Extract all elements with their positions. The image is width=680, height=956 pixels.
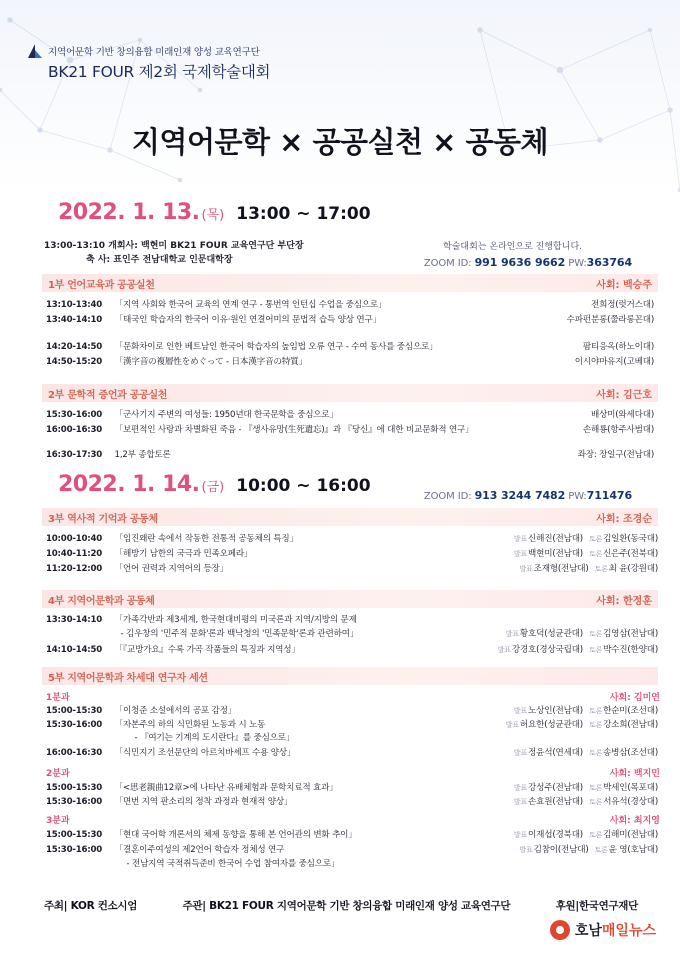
- news-logo-icon: [550, 920, 570, 940]
- session-row: 14:10-14:50 「『교방가요』수록 가곡 작품들의 특징과 지역성」 발표강경호(경상국립대) 토론박수진(한양대): [46, 645, 658, 655]
- host: 주최| KOR 컨소시엄: [44, 900, 138, 912]
- group-2-label: 2분과: [46, 769, 70, 779]
- day2-zoom: ZOOM ID: 913 3244 7482 PW:711476: [423, 489, 632, 502]
- section-3-header: 3부 역사적 기억과 공동체 사회: 조경순: [42, 508, 658, 526]
- day1-time: 13:00 ~ 17:00: [236, 204, 371, 224]
- org-header: [28, 44, 260, 58]
- session-row: 14:20-14:50 「문화차이로 인한 베트남인 한국어 학습자의 높임법 오류 연구 - 수여 동사를 중심으로」 팜티응옥(하노이대): [46, 342, 654, 352]
- session-row: 11:20-12:00 「언어 권력과 지역어의 등장」 발표조재형(전남대) 토론최 윤(강원대): [46, 564, 658, 574]
- session-row: 13:10-13:40 「지역 사회와 한국어 교육의 연계 연구 - 통번역 인턴십 수업을 중심으로」 전희정(럿거스대): [46, 300, 654, 310]
- session-row: 16:30-17:30 1,2부 종합토론 좌장: 장일구(전남대): [46, 450, 654, 460]
- footer: [0, 898, 680, 913]
- online-note: 학술대회는 온라인으로 진행합니다.: [443, 242, 582, 252]
- session-row-continued: - 김우창의 '민주적 문화'론과 백낙청의 '민족문학'론과 관련하여」 발표황호덕(성균관대) 토론김영삼(전남대): [120, 629, 658, 639]
- session-row: 16:00-16:30 「보편적인 사랑과 차별화된 죽음 - 『생사유망(生死遺忘)』과 『당신』에 대한 비교문화적 연구」 손해룡(항주사범대): [46, 425, 654, 435]
- day2-date: 2022. 1. 14.: [58, 472, 200, 497]
- event-name: BK21 FOUR 제2회 국제학술대회: [48, 63, 271, 81]
- session-row: 15:00-15:30 「<思老親曲12章>에 나타난 유배체험과 문학치료적 효과」 발표강성주(전남대) 토론박세인(목포대): [46, 783, 658, 793]
- sponsor: 후원|한국연구재단: [555, 900, 638, 912]
- session-row: 15:30-16:00 「군사기지 주변의 여성들: 1950년대 한국문학을 중심으로」 배상미(와세다대): [46, 410, 654, 420]
- opening-block: [44, 239, 304, 267]
- session-row: 15:30-16:00 「자본주의 하의 식민화된 노동과 시 노동 발표허요한(성균관대) 토론강소희(전남대): [46, 720, 658, 730]
- group-2-moderator: 사회: 백지민: [609, 769, 660, 779]
- session-row: 15:30-16:00 「결혼이주여성의 제2언어 학습자 정체성 연구 발표김참이(전남대) 토론윤 영(호남대): [46, 845, 658, 855]
- day1-zoom: ZOOM ID: 991 9636 9662 PW:363764: [423, 256, 632, 269]
- network-decoration-right: [420, 0, 680, 200]
- opening-line: 13:00-13:10 개회사: 백현미 BK21 FOUR 교육연구단 부단장: [44, 241, 304, 251]
- day2-date-row: [58, 472, 371, 497]
- section-1-header: 1부 언어교육과 공공실천 사회: 백승주: [42, 274, 658, 292]
- day1-weekday: (목): [201, 208, 225, 223]
- section-2-header: 2부 문학적 증언과 공공실천 사회: 김근호: [42, 384, 658, 402]
- main-title: 지역어문학 × 공공실천 × 공동체: [131, 125, 549, 159]
- session-row: 15:00-15:30 「현대 국어학 개론서의 체제 동향을 통해 본 언어관의 변화 추이」 발표이재섭(경북대) 토론김해미(전남대): [46, 830, 658, 840]
- network-decoration-left: [0, 0, 260, 200]
- news-brand-name: 호남매일뉴스: [574, 923, 656, 939]
- group-1-label: 1분과: [46, 693, 70, 703]
- group-3-label: 3분과: [46, 816, 70, 826]
- session-row: 10:00-10:40 「임진왜란 속에서 작동한 전통적 공동체의 특징」 발표신해진(전남대) 토론김일환(동국대): [46, 534, 658, 544]
- bk21-logo-icon: [28, 44, 42, 58]
- day2-weekday: (금): [201, 480, 225, 495]
- group-1-moderator: 사회: 김미연: [609, 693, 660, 703]
- session-row-continued: - 전남지역 국적취득준비 한국어 수업 참여자를 중심으로」: [126, 859, 340, 869]
- day2-time: 10:00 ~ 16:00: [236, 476, 371, 496]
- session-row: 13:30-14:10 「가족각반과 제3세계, 한국현대비평의 미국론과 지역/지방의 문제: [46, 615, 357, 625]
- session-row: 10:40-11:20 「해방기 남한의 국극과 민족오페라」 발표백현미(전남대) 토론신은주(전북대): [46, 549, 658, 559]
- org-name: 지역어문학 기반 창의융합 미래인재 양성 교육연구단: [48, 47, 260, 58]
- session-row: 14:50-15:20 「漢字音の複層性をめぐって - 日本漢字音の特質」 이시야마유지(고베대): [46, 357, 654, 367]
- organizer: 주관| BK21 FOUR 지역어문학 기반 창의융합 미래인재 양성 교육연구단: [182, 900, 511, 912]
- session-row-continued: - 『여기는 기계의 도시란다』를 중심으로」: [134, 733, 295, 743]
- session-row: 13:40-14:10 「태국인 학습자의 한국어 이유·원인 연결어미의 문법적 습득 양상 연구」 수파펀분롱(쭐라롱꼰대): [46, 315, 654, 325]
- news-brand: [550, 920, 656, 940]
- section-5-header: 5부 지역어문학과 차세대 연구자 세션: [42, 667, 658, 685]
- congrats-line: 축 사: 표인주 전남대학교 인문대학장: [86, 255, 233, 265]
- session-row: 16:00-16:30 「식민지기 조선문단의 아르치바셰프 수용 양상」 발표정윤석(연세대) 토론송병삼(조선대): [46, 748, 658, 758]
- day1-date-row: [58, 200, 371, 225]
- session-row: 15:30-16:00 「면번 지역 판소리의 정착 과정과 현재적 양상」 발표손효원(전남대) 토론서유석(경상대): [46, 797, 658, 807]
- session-row: 15:00-15:30 「이청준 소설에서의 공포 감정」 발표노상인(전남대) 토론한순미(조선대): [46, 706, 658, 716]
- section-4-header: 4부 지역어문학과 공동체 사회: 한정훈: [42, 590, 658, 608]
- group-3-moderator: 사회: 최지영: [609, 816, 660, 826]
- day1-date: 2022. 1. 13.: [58, 200, 200, 225]
